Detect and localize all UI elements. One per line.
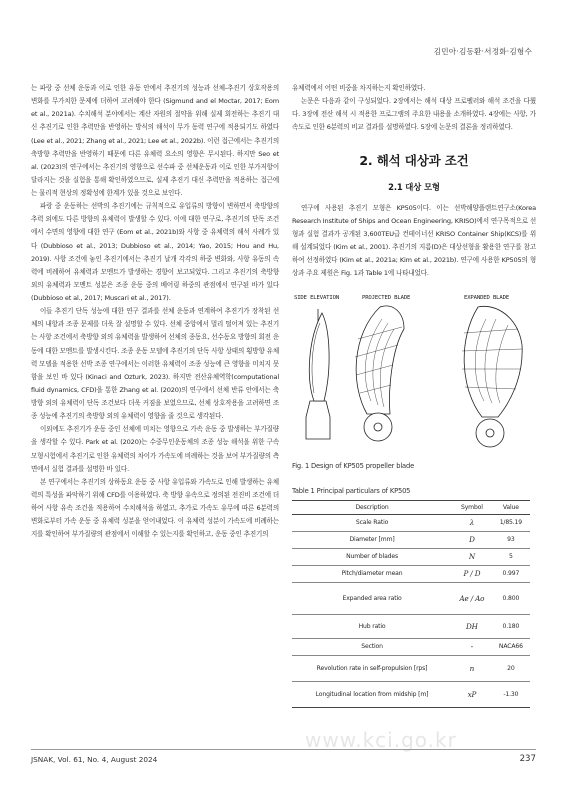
cell-symbol: xP [452,681,492,707]
journal-citation: JSNAK, Vol. 61, No. 4, August 2024 [31,755,158,764]
label-side-elevation: SIDE ELEVATION [294,294,340,301]
body-paragraph: 유체력에서 어떤 비중을 차지하는지 확인하였다. [292,84,426,92]
cell-description: Hub ratio [292,614,452,638]
cell-description: Revolution rate in self-propulsion [rps] [292,655,452,681]
running-header-authors: 김민아·김동환·서정화·김형수 [433,47,532,56]
body-paragraph: 는 파랑 중 선체 운동과 이로 인한 유동 안에서 추진기의 성능과 선체-추진기 상호작용의 변화를 무가치한 문제에 더하여 고려해야 한다 (Sigmund and el Moctar, 2017; Eom et al., 2021a). 수치해석 분야에서는 계산 자원의 절약을 위해 실제 회전하는 추진기 대신 추진기로 인한 추력만을 반영하는 방식의 해석이 무가 동력 연구에 적용되기도 하였다 (Lee et al., 2021; Zhang et al., 2021; Lee et al., 2022b). 이런 접근에서는 추진기의 축방향 추력만을 반영하기 때문에 다른 유체력 요소의 영향은 무시된다. 하지만 Seo et al. (2023)의 연구에서는 추진기의 영향으로 선수파 중 선체운동과 이로 인한 부가저항이 달라지는 것을 실험을 통해 확인하였으므로, 실제 추진기 대신 추력만을 적용하는 접근에는 물리적 현상의 정확성에 한계가 있을 것으로 보인다. [31,84,279,197]
body-paragraph: 연구에 사용된 추진기 모형은 KP505이다. 이는 선박해양플랜트연구소(Korea Research Institute of Ships and Ocean Engineering, KRISO)에서 연구목적으로 선형과 실험 결과가 공개된 3,600TEU급 컨테이너선 KRISO Container Ship(KCS)를 위해 설계되었다 (Kim et al., 2001). 추진기의 지름(D)은 대상선형을 활용한 연구를 참고하여 선정하였다 (Kim et al., 2021a; Kim et al., 2021b). 연구에 사용한 KP505의 형상과 주요 제원은 Fig. 1과 Table 1에 나타내었다. [292,203,536,278]
body-paragraph: 파랑 중 운동하는 선박의 추진기에는 규칙적으로 유입류의 방향이 변하면서 축방향의 추력 외에도 다른 방향의 유체력이 발생할 수 있다. 이에 대한 연구로, 추진기의 단독 조건에서 수면의 영향에 대한 연구 (Eom et al., 2021b)와 사항 중 유체력의 해석 사례가 있다 (Dubbioso et al., 2013; Dubbioso et al., 2014; Yao, 2015; Hou and Hu, 2019). 사항 조건에 놓인 추진기에서는 추진기 날개 각각의 하중 변화와, 사항 유동의 속력에 비례하여 유체력과 모멘트가 발생하는 경향이 보고되었다. 그리고 추진기의 축방향 외의 유체력과 모멘트 성분은 조종 운동 중의 베어링 하중의 관점에서 연구된 바가 있다 (Dubbioso et al., 2017; Muscari et al., 2017). [31,202,279,302]
footer-divider [31,749,536,750]
propeller-blade-drawing [292,289,536,453]
figure-caption: Fig. 1 Design of KP505 propeller blade [292,461,415,470]
expanded-blade-drawing [462,306,522,447]
cell-symbol: N [452,548,492,565]
table-row [292,681,530,707]
cell-symbol: λ [452,514,492,531]
projected-blade-drawing [355,305,404,440]
cell-value: 0.800 [492,582,530,614]
cell-value: NACA66 [492,638,530,655]
section-title: 2. 해석 대상과 조건 [359,152,469,168]
page-number: 237 [519,754,536,764]
cell-value: 93 [492,531,530,548]
cell-value: 20 [492,655,530,681]
cell-symbol: n [452,655,492,681]
body-paragraph: 논문은 다음과 같이 구성되었다. 2장에서는 해석 대상 프로펠러와 해석 조건을 다뤘다. 3장에 전산 해석 시 적용한 프로그램의 주요한 내용을 소개하였다. 4장에는 사항, 가속도로 인한 6분력의 비교 결과를 설명하였다. 5장에 논문의 결론을 정리하였다. [292,97,536,132]
table-row [292,565,530,582]
body-paragraph: 이들 추진기 단독 성능에 대한 연구 결과를 선체 운동과 연계하여 추진기가 장착된 선체의 내항과 조종 문제를 더욱 잘 설명할 수 있다. 선체 중앙에서 멀리 떨어져 있는 추진기는 사항 조건에서 축방향 외의 유체력을 발생하여 선체의 종동요, 선수동요 방향의 회전 운동에 대한 모멘트를 발생시킨다. 조종 운동 모델에 추진기의 단독 사항 상태의 횡방향 유체력 모델을 적용한 선박 조종 연구에서는 이러한 유체력이 조종 성능에 큰 영향을 미치지 못함을 보인 바 있다 (Kinaci and Ozturk, 2023). 하지만 전산유체역학(computational fluid dynamics, CFD)을 통한 Zhang et al. (2020)의 연구에서 선체 반류 안에서는 축방향 외의 유체력이 단독 조건보다 더욱 커짐을 보였으므로, 선체 상호작용을 고려하면 조종 성능에 추진기의 축방향 외의 유체력이 영향을 줄 것으로 생각된다. [31,307,279,421]
cell-description: Scale Ratio [292,514,452,531]
column-header: Value [492,500,530,514]
right-column [292,82,536,708]
label-expanded-blade: EXPANDED BLADE [464,294,510,301]
table-row [292,582,530,614]
cell-value: 0.997 [492,565,530,582]
body-paragraph: 본 연구에서는 추진기의 상하동요 운동 중 사항 유입류와 가속도로 인해 발생하는 유체력의 특성을 파악하기 위해 CFD를 이용하였다. 축 방향 유속으로 정의된 전진비 조건에 더하여 사항 유속 조건을 적용하여 수치해석을 하였고, 추가로 가속도 유무에 따른 6분력의 변화로부터 가속 운동 중 유체력 성분을 얻어내었다. 이 유체력 성분이 가속도에 비례하는지를 확인하여 부가질량의 관점에서 이해할 수 있는지를 확인하고, 운동 중인 추진기의 [31,477,279,539]
side-elevation-drawing [306,309,330,439]
cell-description: Longitudinal location from midship [m] [292,681,452,707]
cell-value: 5 [492,548,530,565]
cell-symbol: - [452,638,492,655]
cell-description: Number of blades [292,548,452,565]
cell-value: 0.180 [492,614,530,638]
table-caption: Table 1 Principal particulars of KP505 [292,486,411,495]
table-row [292,548,530,565]
label-projected-blade: PROJECTED BLADE [362,294,411,301]
table-row [292,638,530,655]
cell-description: Diameter [mm] [292,531,452,548]
cell-description: Section [292,638,452,655]
cell-value: -1.30 [492,681,530,707]
cell-symbol: Ae / Ao [452,582,492,614]
column-header: Description [292,500,452,514]
table-row [292,531,530,548]
column-header: Symbol [452,500,492,514]
cell-symbol: D [452,531,492,548]
cell-symbol: DH [452,614,492,638]
table-header-row [292,500,530,514]
principal-particulars-table [292,500,530,708]
cell-description: Pitch/diameter mean [292,565,452,582]
table-row [292,614,530,638]
watermark: www.kci.go.kr [305,728,457,752]
cell-description: Expanded area ratio [292,582,452,614]
table-row [292,514,530,531]
cell-value: 1/85.19 [492,514,530,531]
propeller-blade-figure [292,289,536,453]
body-paragraph: 이외에도 추진기가 운동 중인 선체에 미치는 영향으로 가속 운동 중 발생하는 부가질량을 생각할 수 있다. Park et al. (2020)는 수중무인운동체의 조종 성능 해석을 위한 구속모형시험에서 추진기로 인한 유체력의 차이가 가속도에 비례하는 것을 보여 부가질량의 측면에서 실험 결과를 설명한 바 있다. [31,425,279,473]
left-column [31,82,279,541]
cell-symbol: P / D [452,565,492,582]
table-row [292,655,530,681]
subsection-title: 2.1 대상 모형 [388,181,440,192]
